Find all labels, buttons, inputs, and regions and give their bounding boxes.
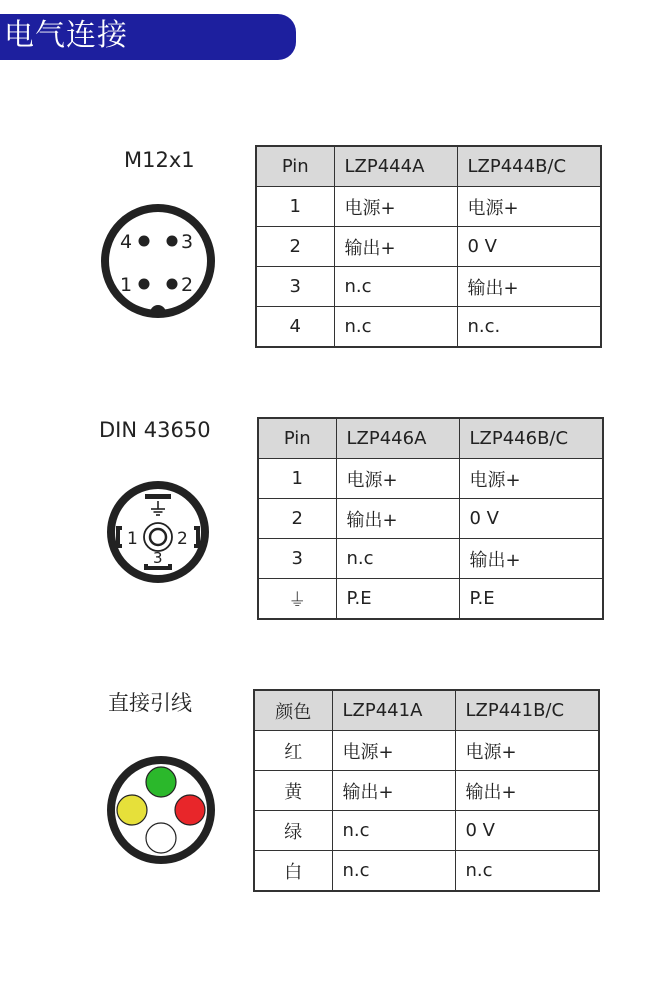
pin-cell: 2 [258,499,336,539]
color-cell: 黄 [254,771,332,811]
din-center-outer [144,523,172,551]
ground-icon: ⏚ [258,579,336,620]
din-pin-3-label: 3 [153,549,163,567]
table-cell: 0 V [455,811,599,851]
table-cell: 0 V [459,499,603,539]
table-row [256,307,601,348]
din-earth-blade [145,494,171,499]
color-cell: 白 [254,851,332,892]
table-row [256,267,601,307]
table-cell: n.c [334,307,457,348]
table-cell: 电源+ [332,731,455,771]
wire-white-dot [146,823,176,853]
table-cell: 输出+ [334,227,457,267]
table-cell: 输出+ [455,771,599,811]
table-cell: 电源+ [336,459,459,499]
m12-pin-1-dot [139,279,150,290]
pin-cell: 1 [256,187,334,227]
section-title: 电气连接 [4,18,128,53]
din-connector-diagram [98,478,226,586]
table-row [254,851,599,892]
m12-pin-2-label: 2 [181,274,194,296]
connector-label-m12: M12x1 [124,148,195,172]
m12-key-notch [150,305,166,313]
column-header: LZP444A [334,146,457,187]
table-cell: P.E [459,579,603,620]
table-row [256,227,601,267]
wire-green-dot [146,767,176,797]
column-header: Pin [258,418,336,459]
din-pin-2-label: 2 [177,529,188,549]
column-header: Pin [256,146,334,187]
m12-pin-4-dot [139,236,150,247]
table-cell: 输出+ [336,499,459,539]
color-cell: 绿 [254,811,332,851]
table-row [254,811,599,851]
pin-cell: 4 [256,307,334,348]
table-cell: n.c [336,539,459,579]
wire-red-dot [175,795,205,825]
table-row [258,539,603,579]
table-header-row [254,690,599,731]
ground-icon [151,501,165,515]
cable-wire-table [253,689,600,892]
table-cell: n.c [455,851,599,892]
din-bracket-right [194,528,198,546]
m12-pin-3-dot [167,236,178,247]
m12-pin-1-label: 1 [120,274,133,296]
din-pin-table [257,417,604,620]
din-bracket-left [118,528,122,546]
column-header: LZP441A [332,690,455,731]
din-pin-1-label: 1 [127,529,138,549]
m12-pin-3-label: 3 [181,231,194,253]
table-row [258,579,603,620]
table-cell: 电源+ [334,187,457,227]
column-header: 颜色 [254,690,332,731]
pin-cell: 1 [258,459,336,499]
table-cell: 电源+ [457,187,601,227]
table-row [254,771,599,811]
pin-cell: 3 [256,267,334,307]
table-header-row [258,418,603,459]
column-header: LZP446B/C [459,418,603,459]
pin-cell: 3 [258,539,336,579]
connector-label-cable: 直接引线 [108,691,192,715]
m12-pin-2-dot [167,279,178,290]
m12-pin-4-label: 4 [120,231,133,253]
table-cell: P.E [336,579,459,620]
pin-cell: 2 [256,227,334,267]
table-row [256,187,601,227]
m12-pin-table [255,145,602,348]
table-cell: 电源+ [455,731,599,771]
table-row [258,459,603,499]
column-header: LZP444B/C [457,146,601,187]
table-cell: 输出+ [459,539,603,579]
table-cell: 0 V [457,227,601,267]
m12-housing-ring [105,208,211,314]
column-header: LZP441B/C [455,690,599,731]
color-cell: 红 [254,731,332,771]
table-cell: 输出+ [457,267,601,307]
table-row [254,731,599,771]
section-header [0,14,296,60]
table-cell: 输出+ [332,771,455,811]
wire-yellow-dot [117,795,147,825]
table-row [258,499,603,539]
m12-connector-diagram [96,203,224,329]
table-cell: n.c [332,811,455,851]
table-cell: n.c. [457,307,601,348]
din-center-inner [150,529,166,545]
connector-label-din: DIN 43650 [99,418,211,442]
column-header: LZP446A [336,418,459,459]
cable-wire-diagram [104,754,220,870]
table-cell: n.c [334,267,457,307]
table-header-row [256,146,601,187]
table-cell: n.c [332,851,455,892]
table-cell: 电源+ [459,459,603,499]
